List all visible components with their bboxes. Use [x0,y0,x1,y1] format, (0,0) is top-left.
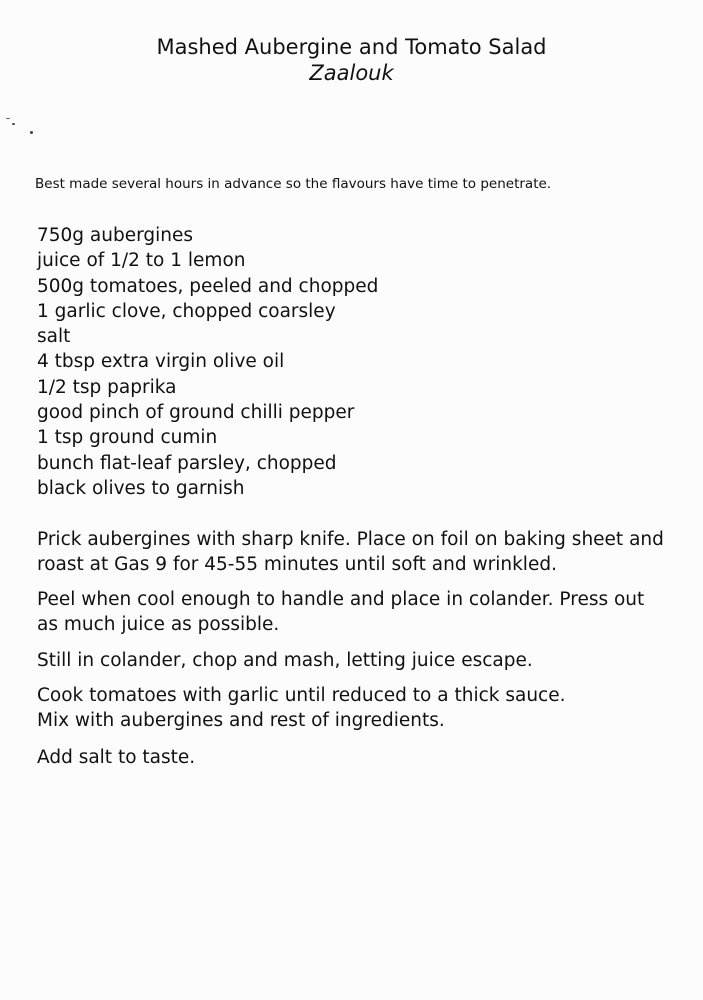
ingredient-list [37,223,378,501]
recipe-title: Mashed Aubergine and Tomato Salad [156,35,547,59]
ingredient-item: black olives to garnish [37,477,245,499]
ingredient-item: 500g tomatoes, peeled and chopped [37,275,379,297]
recipe-intro: Best made several hours in advance so the flavours have time to penetrate. [35,176,552,192]
ingredient-item: juice of 1/2 to 1 lemon [37,250,246,272]
ingredient-item: 1 tsp ground cumin [37,427,218,449]
scan-speck [12,123,15,125]
ingredient-item: 1/2 tsp paprika [37,376,177,398]
ingredient-item: salt [37,326,71,348]
scan-speck [30,131,33,134]
method-step: Mix with aubergines and rest of ingredients. [37,710,445,731]
method-step: Cook tomatoes with garlic until reduced to a thick sauce. [37,685,566,706]
scan-speck [6,118,10,119]
method-step: Prick aubergines with sharp knife. Place on foil on baking sheet and roast at Gas 9 for 45-55 minutes until soft and wrinkled. [37,529,664,575]
ingredient-item: 1 garlic clove, chopped coarsley [37,300,336,322]
recipe-subtitle: Zaalouk [309,61,394,85]
method-section [37,527,667,770]
method-step: Still in colander, chop and mash, letting juice escape. [37,650,533,671]
ingredient-item: 4 tbsp extra virgin olive oil [37,351,285,373]
ingredient-item: 750g aubergines [37,225,194,246]
method-step: Peel when cool enough to handle and place in colander. Press out as much juice as possible. [37,589,645,635]
method-step: Add salt to taste. [37,747,196,768]
ingredient-item: good pinch of ground chilli pepper [37,402,355,424]
ingredient-item: bunch flat-leaf parsley, chopped [37,452,337,474]
